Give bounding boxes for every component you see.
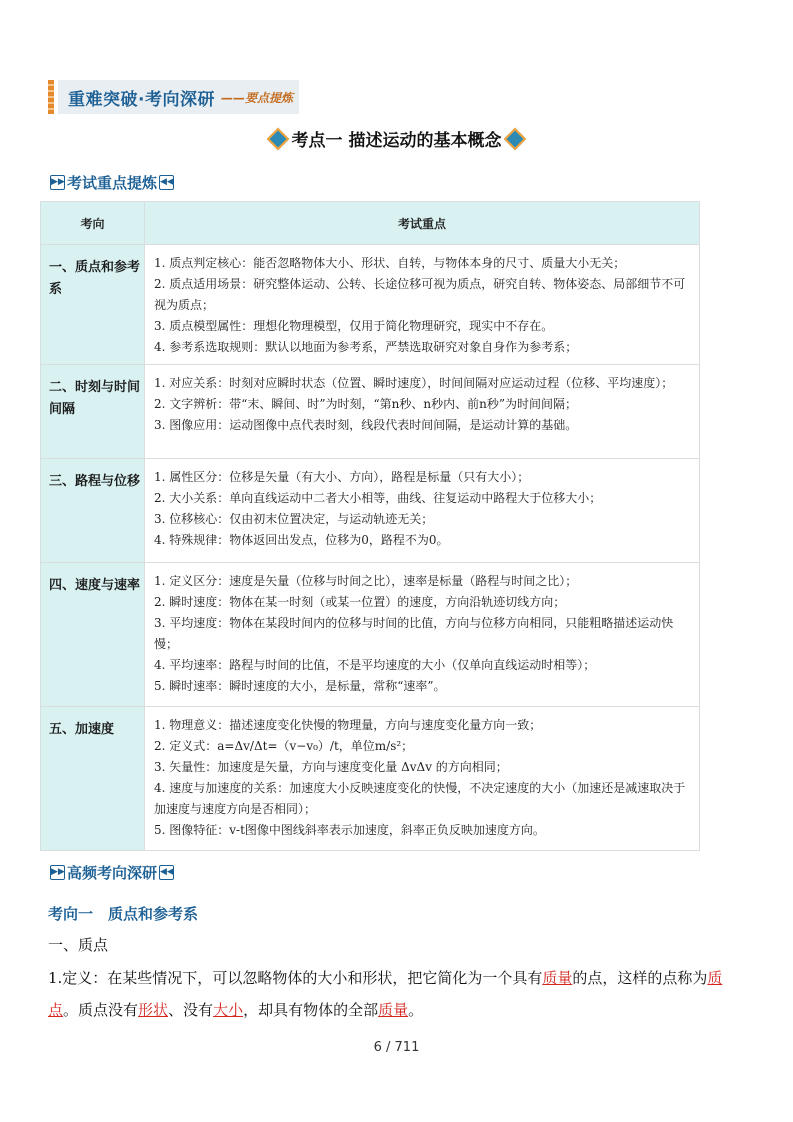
tag-exam-focus [50,172,174,193]
row-points [145,459,700,563]
row-topic: 三、路程与位移 [41,459,145,563]
table-header-topic: 考向 [41,202,145,245]
topic-heading: 考向一 质点和参考系 [48,905,199,923]
point-item: 4. 参考系选取规则：默认以地面为参考系，严禁选取研究对象自身作为参考系； [154,340,578,354]
tag-label: 高频考向深研 [67,864,158,882]
diamond-icon [266,127,289,150]
highlight-term: 质量 [542,969,573,987]
table-row [41,563,700,707]
highlight-term: 形状 [138,1001,169,1019]
highlight-term: 大小 [213,1001,244,1019]
point-item: 5. 图像特征：v-t图像中图线斜率表示加速度，斜率正负反映加速度方向。 [154,823,545,837]
rewind-icon: ◀◀ [159,175,174,190]
header-title: 重难突破·考向深研 [68,89,215,110]
tag-high-frequency [50,862,174,883]
point-item: 3. 质点模型属性：理想化物理模型，仅用于简化物理研究，现实中不存在。 [154,319,554,333]
row-topic: 一、质点和参考系 [41,245,145,365]
point-item: 2. 定义式：a=Δv/Δt=（v−v₀）/t，单位m/s²； [154,739,414,753]
fast-forward-icon: ▶▶ [50,865,65,880]
row-topic: 四、速度与速率 [41,563,145,707]
point-item: 4. 平均速率：路程与时间的比值，不是平均速度的大小（仅单向直线运动时相等）； [154,658,596,672]
point-item: 1. 质点判定核心：能否忽略物体大小、形状、自转，与物体本身的尺寸、质量大小无关； [154,256,626,270]
header-stripe [48,80,54,114]
table-header-points: 考试重点 [145,202,700,245]
point-item: 2. 瞬时速度：物体在某一时刻（或某一位置）的速度，方向沿轨迹切线方向； [154,595,566,609]
page-number: 6 / 711 [373,1040,420,1055]
text-run: 1.定义：在某些情况下，可以忽略物体的大小和形状，把它简化为一个具有 [48,969,543,987]
fast-forward-icon: ▶▶ [50,175,65,190]
point-item: 1. 属性区分：位移是矢量（有大小、方向），路程是标量（只有大小）； [154,470,530,484]
text-run: ，却具有物体的全部 [243,1001,379,1019]
header-banner [48,80,299,114]
row-points [145,245,700,365]
section-heading [0,126,793,151]
point-item: 2. 质点适用场景：研究整体运动、公转、长途位移可视为质点，研究自转、物体姿态、局部细节不可视为质点； [154,277,686,312]
table-row [41,365,700,459]
point-item: 3. 平均速度：物体在某段时间内的位移与时间的比值，方向与位移方向相同，只能粗略描述运动快慢； [154,616,674,651]
rewind-icon: ◀◀ [159,865,174,880]
point-item: 1. 物理意义：描述速度变化快慢的物理量，方向与速度变化量方向一致； [154,718,542,732]
text-run: 的点，这样的点称为 [572,969,708,987]
point-item: 1. 定义区分：速度是矢量（位移与时间之比），速率是标量（路程与时间之比）； [154,574,578,588]
point-item: 3. 位移核心：仅由初末位置决定，与运动轨迹无关； [154,512,434,526]
point-item: 3. 矢量性：加速度是矢量，方向与速度变化量 ΔvΔv 的方向相同； [154,760,508,774]
point-item: 2. 文字辨析：带“末、瞬间、时”为时刻，“第n秒、n秒内、前n秒”为时间间隔； [154,397,577,411]
point-item: 4. 速度与加速度的关系：加速度大小反映速度变化的快慢，不决定速度的大小（加速还是减速取决于加速度与速度方向是否相同）； [154,781,686,816]
header-box [58,80,299,114]
row-points [145,563,700,707]
section-title: 考点一 描述运动的基本概念 [291,131,502,151]
table-header-row [41,202,700,245]
point-item: 4. 特殊规律：物体返回出发点，位移为0，路程不为0。 [154,533,449,547]
row-points [145,707,700,851]
point-item: 1. 对应关系：时刻对应瞬时状态（位置、瞬时速度），时间间隔对应运动过程（位移、平均速度）； [154,376,674,390]
row-points [145,365,700,459]
definition-paragraph [48,962,748,1026]
subsection-heading: 一、质点 [48,936,109,954]
header-subtitle: ——要点提炼 [220,90,293,105]
table-row [41,459,700,563]
diamond-icon [504,127,527,150]
point-item: 5. 瞬时速率：瞬时速度的大小，是标量，常称“速率”。 [154,679,446,693]
tag-label: 考试重点提炼 [67,174,158,192]
row-topic: 二、时刻与时间间隔 [41,365,145,459]
point-item: 3. 图像应用：运动图像中点代表时刻，线段代表时间间隔，是运动计算的基础。 [154,418,578,432]
text-run: 。 [408,1001,424,1019]
highlight-term: 质点 [48,969,723,1019]
highlight-term: 质量 [378,1001,409,1019]
exam-points-table [40,201,700,851]
point-item: 2. 大小关系：单向直线运动中二者大小相等，曲线、往复运动中路程大于位移大小； [154,491,602,505]
text-run: 。质点没有 [63,1001,139,1019]
row-topic: 五、加速度 [41,707,145,851]
table-row [41,707,700,851]
table-row [41,245,700,365]
text-run: 、没有 [168,1001,214,1019]
